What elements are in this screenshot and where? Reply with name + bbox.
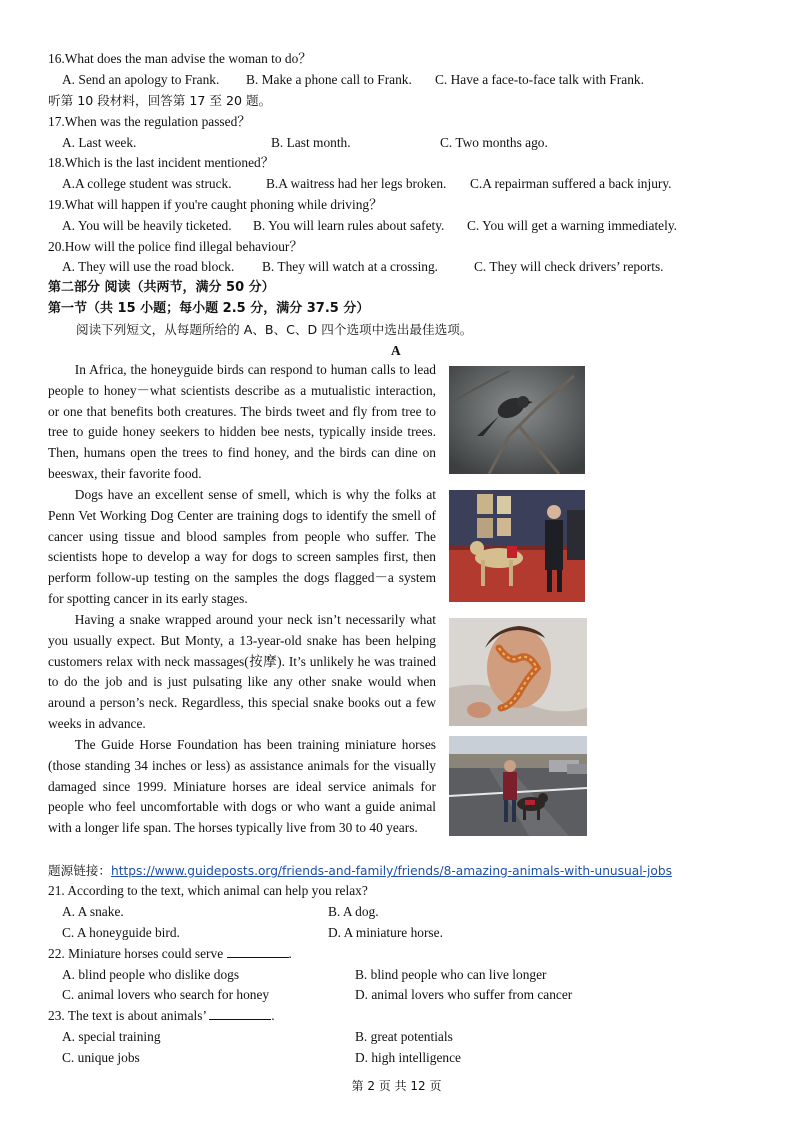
q22-question-line xyxy=(48,945,292,963)
q23-option-a: A. special training xyxy=(62,1029,161,1044)
q22-option-a: A. blind people who dislike dogs xyxy=(62,967,240,982)
q22-answer-blank xyxy=(227,945,289,958)
page-number-footer: 第 2 页 共 12 页 xyxy=(351,1079,442,1093)
q18-option-b: B.A waitress had her legs broken. xyxy=(266,176,447,191)
q22-option-b: B. blind people who can live longer xyxy=(355,967,547,982)
q21-option-d: D. A miniature horse. xyxy=(328,925,443,940)
source-link[interactable]: https://www.guideposts.org/friends-and-family/friends/8-amazing-animals-with-unusual-jobs xyxy=(110,864,672,878)
q23-question-line xyxy=(48,1007,275,1025)
paragraph-dogs: Dogs have an excellent sense of smell, which is why the folks at Penn Vet Working Dog Center are training dogs to identify the smell of cancer using tissue and blood samples from people who suffer. The scientists hope to develop a way for dogs to screen samples first, then perform follow-up testing on the samples the dogs flagged－a system for spotting cancer in its early stages. xyxy=(48,487,436,606)
q22-option-c: C. animal lovers who search for honey xyxy=(62,987,270,1002)
q19-option-a: A. You will be heavily ticketed. xyxy=(62,218,232,233)
section-one-title: 第一节（共 15 小题；每小题 2.5 分，满分 37.5 分） xyxy=(48,301,370,316)
q20-question: 20.How will the police find illegal behaviour？ xyxy=(48,239,303,254)
q16-option-b: B. Make a phone call to Frank. xyxy=(246,72,412,87)
q19-question: 19.What will happen if you're caught phoning while driving？ xyxy=(48,197,383,212)
q23-option-c: C. unique jobs xyxy=(62,1050,140,1065)
q21-option-b: B. A dog. xyxy=(328,904,379,919)
paragraph-honeyguide: In Africa, the honeyguide birds can respond to human calls to lead people to honey－what scientists describe as a mutualistic interaction, or one that benefits both creatures. The birds tweet and fly from tree to tree to guide honey seekers to hidden bee nests, typically inside trees. Then, humans open the trees to find honey, and the birds can dine on beeswax, their favorite food. xyxy=(48,362,436,481)
paragraph-horses: The Guide Horse Foundation has been training miniature horses (those standing 34 inches or less) as assistance animals for the visually damaged since 1999. Miniature horses are ideal service animals for people who feel uncomfortable with dogs or who want a guide animal with a longer life span. The horses typically live from 30 to 40 years. xyxy=(48,737,436,836)
q16-option-c: C. Have a face-to-face talk with Frank. xyxy=(435,72,644,87)
q18-option-c: C.A repairman suffered a back injury. xyxy=(470,176,672,191)
q23-question: 23. The text is about animals’ xyxy=(48,1008,206,1023)
passage-label: A xyxy=(391,343,401,358)
q21-question: 21. According to the text, which animal can help you relax? xyxy=(48,883,368,898)
q18-option-a: A.A college student was struck. xyxy=(62,176,232,191)
q18-question: 18.Which is the last incident mentioned？ xyxy=(48,155,275,170)
section10-intro: 听第 10 段材料，回答第 17 至 20 题。 xyxy=(48,93,272,108)
honeyguide-bird-photo xyxy=(449,366,585,474)
q19-option-b: B. You will learn rules about safety. xyxy=(253,218,445,233)
reading-instruction: 阅读下列短文，从每题所给的 A、B、C、D 四个选项中选出最佳选项。 xyxy=(76,322,473,337)
q23-answer-blank xyxy=(209,1007,271,1020)
q22-period: . xyxy=(288,946,292,961)
q17-option-b: B. Last month. xyxy=(271,135,351,150)
q16-question: 16.What does the man advise the woman to do？ xyxy=(48,51,312,66)
q23-option-d: D. high intelligence xyxy=(355,1050,461,1065)
source-label: 题源链接： xyxy=(48,863,111,878)
q23-option-b: B. great potentials xyxy=(355,1029,453,1044)
q20-option-a: A. They will use the road block. xyxy=(62,259,235,274)
q22-question: 22. Miniature horses could serve xyxy=(48,946,224,961)
part-two-title: 第二部分 阅读（共两节，满分 50 分） xyxy=(48,280,275,295)
source-line xyxy=(48,862,672,880)
q21-option-c: C. A honeyguide bird. xyxy=(62,925,180,940)
q22-option-d: D. animal lovers who suffer from cancer xyxy=(355,987,573,1002)
q19-option-c: C. You will get a warning immediately. xyxy=(467,218,678,233)
q17-option-c: C. Two months ago. xyxy=(440,135,548,150)
paragraph-snake: Having a snake wrapped around your neck isn’t necessarily what you usually expect. But Monty, a 13-year-old snake has been helping customers relax with neck massages(按摩). It’s unlikely he was trained to do the job and is just pulsating like any other snake would when around a person’s neck. Regardless, this special snake books out a few weeks in advance. xyxy=(48,612,436,731)
q17-option-a: A. Last week. xyxy=(62,135,137,150)
q16-option-a: A. Send an apology to Frank. xyxy=(62,72,220,87)
guide-horse-photo xyxy=(449,736,587,836)
snake-massage-photo xyxy=(449,618,587,726)
q23-period: . xyxy=(271,1008,275,1023)
q20-option-c: C. They will check drivers’ reports. xyxy=(474,259,664,274)
detection-dog-photo xyxy=(449,490,585,602)
q21-option-a: A. A snake. xyxy=(62,904,124,919)
q20-option-b: B. They will watch at a crossing. xyxy=(262,259,439,274)
q17-question: 17.When was the regulation passed？ xyxy=(48,114,251,129)
